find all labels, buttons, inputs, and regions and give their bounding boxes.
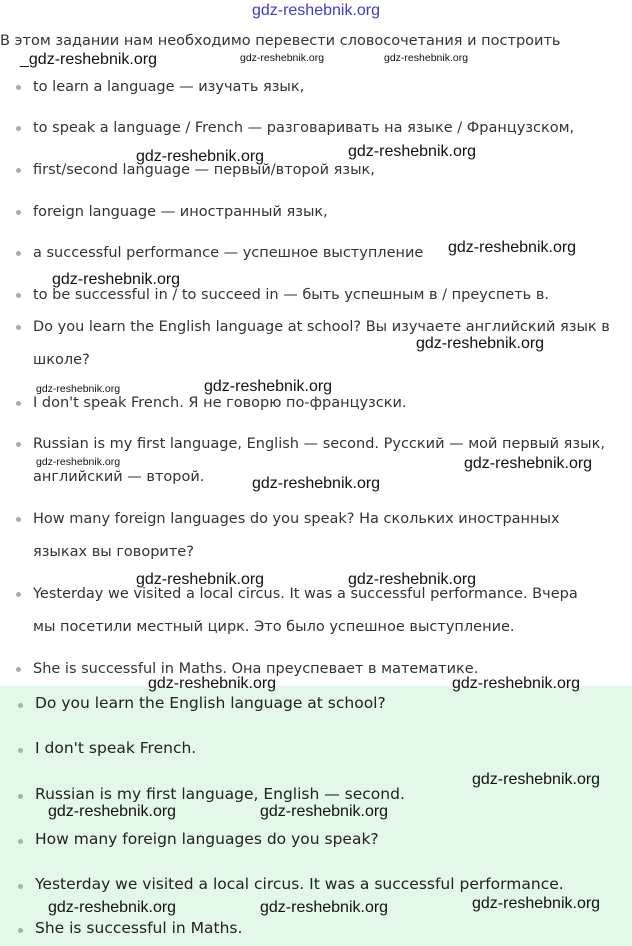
watermark: gdz-reshebnik.org (252, 475, 381, 492)
watermark: gdz-reshebnik.org (348, 143, 477, 160)
bullet-icon (18, 703, 23, 708)
intro-text: В этом задании нам необходимо перевести словосочетания и построить (0, 33, 561, 49)
watermark: gdz-reshebnik.org (348, 571, 477, 588)
watermark: gdz-reshebnik.org (416, 335, 545, 352)
watermark: gdz-reshebnik.org (36, 383, 121, 395)
bullet-icon (16, 401, 21, 406)
watermark: gdz-reshebnik.org (472, 895, 601, 912)
watermark: gdz-reshebnik.org (384, 52, 469, 64)
bullet-icon (16, 126, 21, 131)
bullet-icon (18, 928, 23, 933)
watermark: _gdz-reshebnik.org (20, 51, 157, 68)
bullet-icon (18, 748, 23, 753)
watermark: gdz-reshebnik.org (448, 239, 577, 256)
watermark: gdz-reshebnik.org (240, 52, 325, 64)
bullet-icon (16, 325, 21, 330)
bullet-icon (16, 210, 21, 215)
watermark: gdz-reshebnik.org (52, 271, 181, 288)
watermark: gdz-reshebnik.org (260, 803, 389, 820)
site-header[interactable]: gdz-reshebnik.org (251, 2, 381, 19)
bullet-icon (18, 884, 23, 889)
watermark: gdz-reshebnik.org (48, 803, 177, 820)
watermark: gdz-reshebnik.org (48, 899, 177, 916)
bullet-icon (16, 168, 21, 173)
bullet-icon (16, 592, 21, 597)
bullet-icon (16, 517, 21, 522)
watermark: gdz-reshebnik.org (136, 148, 265, 165)
watermark: gdz-reshebnik.org (260, 899, 389, 916)
watermark: gdz-reshebnik.org (472, 771, 601, 788)
bullet-icon (16, 667, 21, 672)
bullet-icon (16, 442, 21, 447)
bullet-icon (18, 794, 23, 799)
watermark: gdz-reshebnik.org (148, 675, 277, 692)
bullet-icon (16, 85, 21, 90)
bullet-icon (18, 839, 23, 844)
bullet-icon (16, 293, 21, 298)
watermark: gdz-reshebnik.org (464, 455, 593, 472)
bullet-icon (16, 251, 21, 256)
watermark: gdz-reshebnik.org (452, 675, 581, 692)
watermark: gdz-reshebnik.org (136, 571, 265, 588)
watermark: gdz-reshebnik.org (36, 456, 121, 468)
watermark: gdz-reshebnik.org (204, 378, 333, 395)
